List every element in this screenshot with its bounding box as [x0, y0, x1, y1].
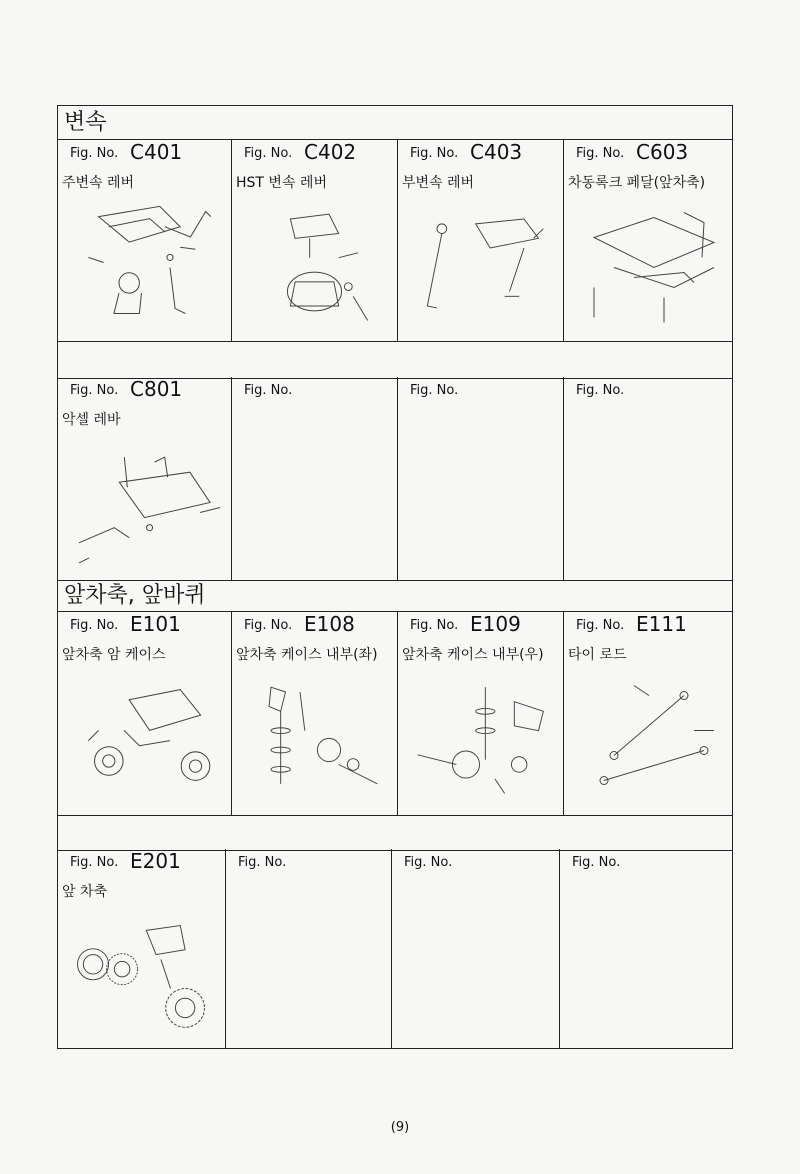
fig-label: Fig. No.: [70, 383, 119, 398]
figure-row: [58, 140, 732, 341]
figure-cell-e111[interactable]: [564, 612, 734, 815]
figure-cell-c801[interactable]: [58, 377, 232, 580]
exploded-parts-drawing: [408, 668, 553, 803]
fig-label: Fig. No.: [244, 383, 293, 398]
parts-index-table: [57, 105, 733, 1049]
fig-label: Fig. No.: [576, 383, 625, 398]
exploded-parts-drawing: [68, 196, 221, 329]
fig-number: E108: [304, 612, 355, 636]
section-heading-transmission: 변속: [58, 106, 732, 140]
figure-cell-empty: [398, 377, 564, 580]
fig-number: E109: [470, 612, 521, 636]
fig-label: Fig. No.: [410, 618, 459, 633]
exploded-parts-drawing: [242, 196, 387, 329]
figure-cell-e101[interactable]: [58, 612, 232, 815]
empty-spacer-row: [58, 815, 732, 851]
section-heading-front-axle: 앞차축, 앞바퀴: [58, 580, 732, 612]
exploded-parts-drawing: [68, 447, 221, 568]
figure-title: 타이 로드: [568, 647, 627, 663]
page-number: (9): [390, 1120, 410, 1135]
figure-cell-c402[interactable]: [232, 140, 398, 341]
fig-number: E201: [130, 849, 181, 873]
figure-title: 부변속 레버: [402, 175, 475, 191]
fig-label: Fig. No.: [70, 146, 119, 161]
figure-title: 주변속 레버: [62, 175, 135, 191]
figure-cell-c603[interactable]: [564, 140, 734, 341]
fig-label: Fig. No.: [70, 618, 119, 633]
figure-cell-e201[interactable]: [58, 849, 226, 1049]
figure-cell-empty: [226, 849, 392, 1049]
exploded-parts-drawing: [574, 196, 724, 329]
figure-cell-c403[interactable]: [398, 140, 564, 341]
exploded-parts-drawing: [68, 911, 215, 1037]
fig-number: E111: [636, 612, 687, 636]
figure-cell-e108[interactable]: [232, 612, 398, 815]
figure-row: [58, 612, 732, 815]
fig-label: Fig. No.: [404, 855, 453, 870]
fig-number: C801: [130, 377, 183, 401]
fig-label: Fig. No.: [410, 146, 459, 161]
fig-label: Fig. No.: [572, 855, 621, 870]
exploded-parts-drawing: [68, 668, 221, 803]
fig-label: Fig. No.: [576, 146, 625, 161]
fig-number: C403: [470, 140, 523, 164]
fig-label: Fig. No.: [576, 618, 625, 633]
exploded-parts-drawing: [242, 668, 387, 803]
fig-number: C402: [304, 140, 357, 164]
fig-label: Fig. No.: [244, 146, 293, 161]
fig-number: E101: [130, 612, 181, 636]
fig-number: C401: [130, 140, 183, 164]
fig-label: Fig. No.: [410, 383, 459, 398]
figure-title: 앞차축 케이스 내부(우): [402, 647, 544, 663]
figure-cell-empty: [564, 377, 734, 580]
empty-spacer-row: [58, 341, 732, 379]
figure-cell-c401[interactable]: [58, 140, 232, 341]
fig-label: Fig. No.: [70, 855, 119, 870]
figure-title: 악셀 레바: [62, 412, 121, 428]
exploded-parts-drawing: [408, 196, 553, 329]
exploded-parts-drawing: [574, 668, 724, 803]
figure-title: 앞 차축: [62, 884, 108, 900]
figure-cell-empty: [392, 849, 560, 1049]
figure-row: [58, 377, 732, 580]
fig-label: Fig. No.: [244, 618, 293, 633]
figure-title: HST 변속 레버: [236, 175, 327, 191]
fig-label: Fig. No.: [238, 855, 287, 870]
figure-cell-empty: [232, 377, 398, 580]
figure-cell-empty: [560, 849, 734, 1049]
fig-number: C603: [636, 140, 689, 164]
figure-title: 앞차축 암 케이스: [62, 647, 166, 663]
figure-row: [58, 849, 732, 1049]
figure-cell-e109[interactable]: [398, 612, 564, 815]
figure-title: 앞차축 케이스 내부(좌): [236, 647, 378, 663]
figure-title: 차동록크 페달(앞차축): [568, 175, 706, 191]
